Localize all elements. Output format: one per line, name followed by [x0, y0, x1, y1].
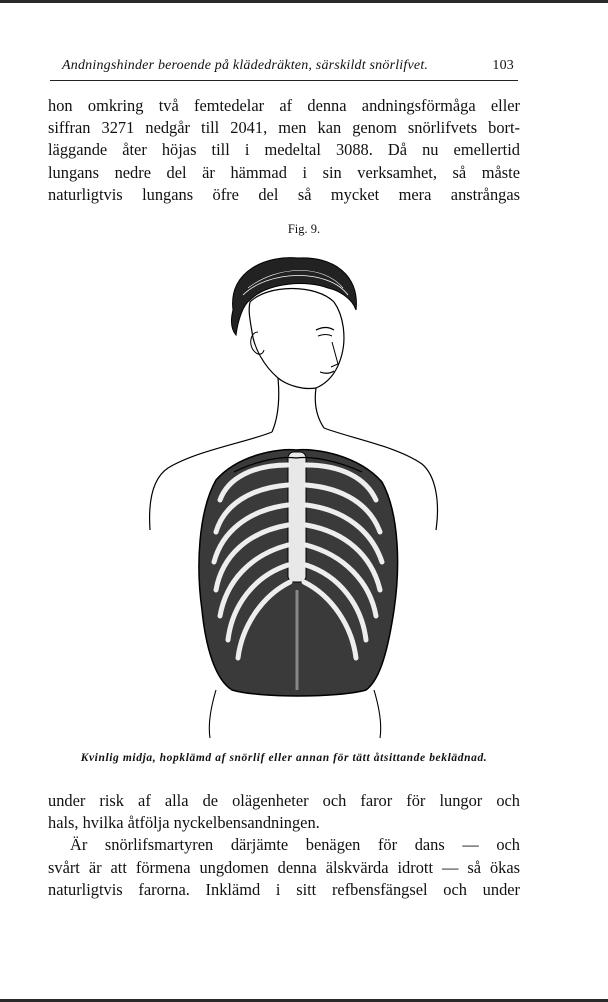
text-line: svårt är att förmena ungdomen denna älskvärda idrott — så ökas — [48, 857, 520, 877]
top-border-line — [0, 0, 608, 3]
text-line: under risk af alla de olägenheter och faror för lungor och — [48, 791, 520, 810]
running-header — [62, 58, 514, 74]
text-line: hals, hvilka åtfölja nyckelbensandningen. — [48, 813, 320, 833]
text-line: naturligtvis lungans öfre del så mycket mera anstrångas — [48, 184, 520, 204]
text-line: hon omkring två femtedelar af denna andningsförmåga eller — [48, 96, 520, 115]
page-number: 103 — [492, 58, 514, 73]
figure-illustration — [138, 250, 458, 740]
sternum — [288, 452, 306, 582]
paragraph-bottom — [48, 790, 520, 901]
header-rule — [50, 80, 518, 81]
text-line: naturligtvis farorna. Inklämd i sitt refbensfängsel och under — [48, 879, 520, 899]
corseted-torso-engraving — [138, 250, 458, 740]
figure-label: Fig. 9. — [287, 222, 321, 236]
running-title: Andningshinder beroende på klädedräkten, särskildt snörlifvet. — [62, 58, 429, 73]
text-line: siffran 3271 nedgår till 2041, men kan genom snörlifvets bort- — [48, 118, 520, 138]
text-line: lungans nedre del är hämmad i sin verksamhet, så måste — [48, 162, 520, 182]
text-line: läggande åter höjas till i medeltal 3088. Då nu emellertid — [48, 140, 520, 160]
figure-caption: Kvinlig midja, hopklämd af snörlif eller annan för tätt åtsittande beklädnad. — [80, 752, 488, 764]
paragraph-top — [48, 95, 520, 206]
text-line: Är snörlifsmartyren därjämte benägen för dans — och — [70, 835, 520, 855]
